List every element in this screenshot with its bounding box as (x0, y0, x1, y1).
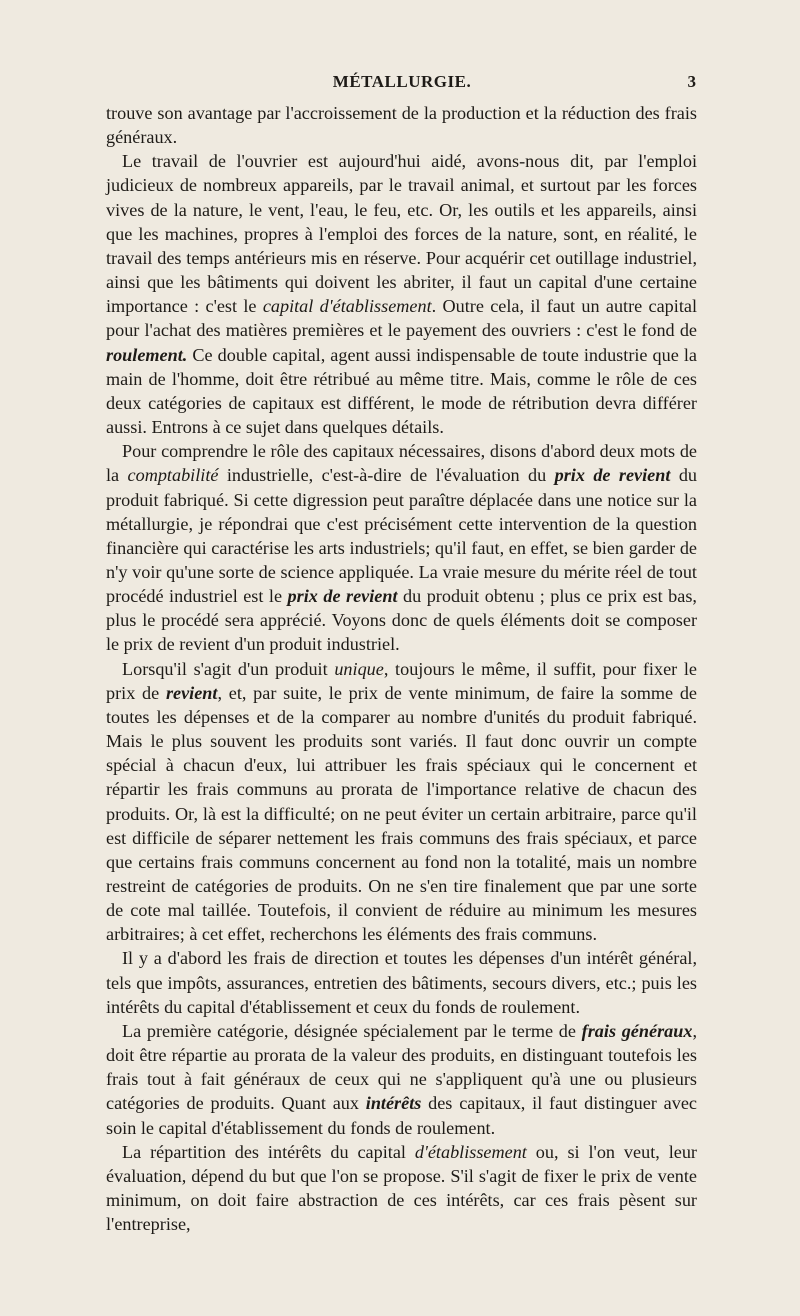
emphasis-text: d'établissement (414, 1141, 527, 1162)
paragraph-text: Lorsqu'il s'agit d'un produit (122, 658, 335, 679)
emphasis-text: roulement. (106, 344, 188, 365)
emphasis-text: unique (334, 658, 384, 679)
emphasis-text: prix de revient (554, 465, 671, 486)
paragraph-text: La première catégorie, désignée spécialement par le terme de (122, 1020, 582, 1041)
emphasis-text: prix de revient (287, 586, 398, 607)
paragraph-text: Ce double capital, agent aussi indispensable de toute industrie que la main de l'homme, doit être rétribué au même titre. Mais, comme le rôle de ces deux catégories de capitaux est différent, le mode de rétribution devra différer aussi. Entrons à ce sujet dans quelques détails. (106, 344, 697, 438)
paragraph (106, 101, 697, 149)
paragraph-text: , et, par suite, le prix de vente minimum, de faire la somme de toutes les dépenses et de la comparer au nombre d'unités du produit fabriqué. Mais le plus souvent les produits sont variés. Il faut donc ouvrir un compte spécial à chacun d'eux, lui attribuer les frais spéciaux qui le concernent et répartir les frais communs au prorata de l'importance relative de chacun des produits. Or, là est la difficulté; on ne peut éviter un certain arbitraire, parce qu'il est difficile de séparer nettement les frais communs des frais spéciaux, et parce que certains frais communs concernent au fond non la totalité, mais un nombre restreint de catégories de produits. On ne s'en tire finalement que par une sorte de cote mal taillée. Toutefois, il convient de réduire au minimum les mesures arbitraires; à cet effet, recherchons les éléments des frais communs. (106, 682, 698, 945)
paragraph-text: Pour comprendre le rôle des capitaux nécessaires, disons d'abord deux mots de la (106, 441, 697, 486)
page-number: 3 (687, 72, 696, 91)
paragraph-text: . Outre cela, il faut un autre capital pour l'achat des matières premières et le payement des ouvriers : c'est le fond de (106, 296, 698, 341)
paragraph-text: , toujours le même, il suffit, pour fixer le prix de (106, 658, 697, 703)
paragraph-text: , doit être répartie au prorata de la valeur des produits, en distinguant toutefois les frais tout à fait généraux de ceux qui ne s'appliquent qu'à une ou plusieurs catégories de produits. Quant aux (106, 1020, 697, 1114)
paragraph-text: du produit fabriqué. Si cette digression peut paraître déplacée dans une notice sur la métallurgie, je répondrai que c'est précisément cette intervention de la question financière qui caractérise les arts industriels; qu'il faut, en effet, se bien garder de n'y voir qu'une sorte de science appliquée. La vraie mesure du mérite réel de tout procédé industriel est le (106, 465, 697, 607)
paragraph (106, 1140, 697, 1237)
emphasis-text: comptabilité (127, 465, 219, 486)
body-text (106, 101, 697, 1236)
emphasis-text: frais généraux (581, 1020, 693, 1041)
paragraph-text: ou, si l'on veut, leur évaluation, dépend du but que l'on se propose. S'il s'agit de fixer le prix de vente minimum, on doit faire abstraction de ces intérêts, car ces frais pèsent sur l'entreprise, (106, 1141, 697, 1235)
emphasis-text: capital d'établissement (262, 296, 432, 317)
paragraph (106, 946, 697, 1018)
paragraph-text: des capitaux, il faut distinguer avec soin le capital d'établissement du fonds de roulement. (106, 1093, 697, 1138)
paragraph (106, 1019, 697, 1140)
paragraph (106, 149, 697, 439)
paragraph-text: Il y a d'abord les frais de direction et toutes les dépenses d'un intérêt général, tels que impôts, assurances, entretien des bâtiments, secours divers, etc.; puis les intérêts du capital d'établissement et ceux du fonds de roulement. (106, 948, 697, 1017)
paragraph-text: trouve son avantage par l'accroissement de la production et la réduction des frais généraux. (106, 103, 697, 148)
emphasis-text: revient (165, 682, 218, 703)
paragraph (106, 439, 697, 656)
paragraph-text: Le travail de l'ouvrier est aujourd'hui aidé, avons-nous dit, par l'emploi judicieux de nombreux appareils, par le travail animal, et surtout par les forces vives de la nature, le vent, l'eau, le feu, etc. Or, les outils et les appareils, ainsi que les machines, propres à l'emploi des forces de la nature, sont, en réalité, le travail des temps antérieurs mis en réserve. Pour acquérir cet outillage industriel, ainsi que les bâtiments qui doivent les abriter, il faut un capital d'une certaine importance : c'est le (106, 151, 697, 317)
running-title: MÉTALLURGIE. (332, 72, 472, 91)
paragraph-text: industrielle, c'est-à-dire de l'évaluation du (218, 465, 555, 486)
paragraph (106, 657, 697, 947)
paragraph-text: La répartition des intérêts du capital (122, 1141, 415, 1162)
emphasis-text: intérêts (365, 1093, 422, 1114)
page-header (108, 72, 696, 96)
paragraph-text: du produit obtenu ; plus ce prix est bas, plus le procédé sera apprécié. Voyons donc de quels éléments doit se composer le prix de revient d'un produit industriel. (106, 586, 697, 655)
